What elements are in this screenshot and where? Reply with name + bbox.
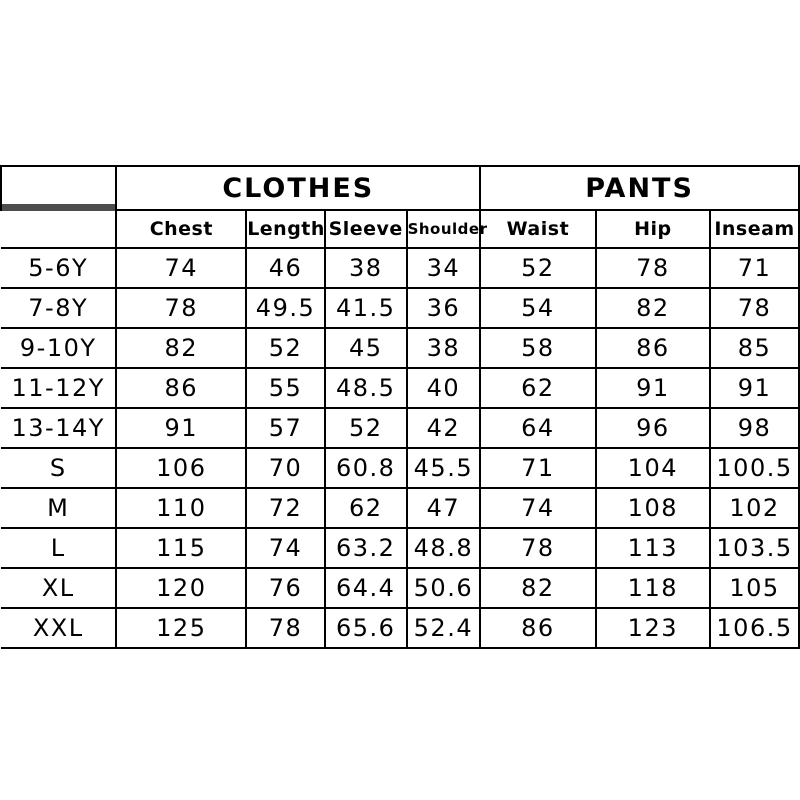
- cell-shoulder: 34: [407, 248, 481, 288]
- column-header-shoulder: Shoulder: [407, 210, 481, 248]
- cell-chest: 106: [116, 448, 246, 488]
- cell-waist: 52: [480, 248, 595, 288]
- cell-length: 57: [246, 408, 325, 448]
- cell-inseam: 98: [710, 408, 799, 448]
- column-header-waist: Waist: [480, 210, 595, 248]
- column-header-sleeve: Sleeve: [325, 210, 407, 248]
- cell-sleeve: 60.8: [325, 448, 407, 488]
- cell-inseam: 91: [710, 368, 799, 408]
- cell-length: 52: [246, 328, 325, 368]
- cell-inseam: 85: [710, 328, 799, 368]
- cell-waist: 54: [480, 288, 595, 328]
- cell-sleeve: 38: [325, 248, 407, 288]
- cell-length: 78: [246, 608, 325, 648]
- column-header-chest: Chest: [116, 210, 246, 248]
- cell-waist: 74: [480, 488, 595, 528]
- cell-sleeve: 52: [325, 408, 407, 448]
- cell-hip: 91: [596, 368, 710, 408]
- cell-hip: 118: [596, 568, 710, 608]
- table-row: [1, 408, 799, 448]
- cell-waist: 86: [480, 608, 595, 648]
- cell-sleeve: 45: [325, 328, 407, 368]
- row-size-label: XL: [1, 568, 116, 608]
- cell-sleeve: 62: [325, 488, 407, 528]
- cell-waist: 62: [480, 368, 595, 408]
- cell-shoulder: 48.8: [407, 528, 481, 568]
- column-header-inseam: Inseam: [710, 210, 799, 248]
- cell-length: 49.5: [246, 288, 325, 328]
- row-size-label: L: [1, 528, 116, 568]
- cell-chest: 120: [116, 568, 246, 608]
- cell-waist: 71: [480, 448, 595, 488]
- cell-shoulder: 36: [407, 288, 481, 328]
- cell-length: 74: [246, 528, 325, 568]
- cell-shoulder: 47: [407, 488, 481, 528]
- corner-cell: [1, 166, 116, 210]
- row-size-label: XXL: [1, 608, 116, 648]
- cell-chest: 110: [116, 488, 246, 528]
- cell-chest: 115: [116, 528, 246, 568]
- group-header-clothes: CLOTHES: [116, 166, 480, 210]
- cell-length: 72: [246, 488, 325, 528]
- table-row: [1, 448, 799, 488]
- cell-waist: 64: [480, 408, 595, 448]
- cell-shoulder: 45.5: [407, 448, 481, 488]
- cell-inseam: 102: [710, 488, 799, 528]
- row-size-label: 7-8Y: [1, 288, 116, 328]
- size-chart-container: [0, 165, 800, 649]
- cell-chest: 78: [116, 288, 246, 328]
- cell-sleeve: 64.4: [325, 568, 407, 608]
- table-row: [1, 368, 799, 408]
- cell-inseam: 105: [710, 568, 799, 608]
- cell-shoulder: 40: [407, 368, 481, 408]
- cell-waist: 78: [480, 528, 595, 568]
- cell-hip: 86: [596, 328, 710, 368]
- cell-sleeve: 41.5: [325, 288, 407, 328]
- table-row: [1, 568, 799, 608]
- cell-chest: 82: [116, 328, 246, 368]
- cell-chest: 125: [116, 608, 246, 648]
- cell-inseam: 100.5: [710, 448, 799, 488]
- column-header-length: Length: [246, 210, 325, 248]
- table-row: [1, 608, 799, 648]
- row-size-label: 11-12Y: [1, 368, 116, 408]
- table-row: [1, 328, 799, 368]
- row-size-label: 9-10Y: [1, 328, 116, 368]
- cell-shoulder: 38: [407, 328, 481, 368]
- column-header-row: [1, 210, 799, 248]
- row-size-label: S: [1, 448, 116, 488]
- cell-length: 46: [246, 248, 325, 288]
- cell-hip: 96: [596, 408, 710, 448]
- column-header-size: [1, 210, 116, 248]
- cell-length: 76: [246, 568, 325, 608]
- cell-chest: 74: [116, 248, 246, 288]
- table-row: [1, 288, 799, 328]
- cell-inseam: 71: [710, 248, 799, 288]
- cell-inseam: 78: [710, 288, 799, 328]
- cell-chest: 86: [116, 368, 246, 408]
- cell-sleeve: 48.5: [325, 368, 407, 408]
- row-size-label: 5-6Y: [1, 248, 116, 288]
- cell-hip: 123: [596, 608, 710, 648]
- cell-hip: 78: [596, 248, 710, 288]
- cell-sleeve: 63.2: [325, 528, 407, 568]
- cell-shoulder: 42: [407, 408, 481, 448]
- cell-inseam: 106.5: [710, 608, 799, 648]
- cell-inseam: 103.5: [710, 528, 799, 568]
- table-row: [1, 528, 799, 568]
- cell-hip: 113: [596, 528, 710, 568]
- cell-hip: 104: [596, 448, 710, 488]
- row-size-label: M: [1, 488, 116, 528]
- cell-chest: 91: [116, 408, 246, 448]
- cell-shoulder: 52.4: [407, 608, 481, 648]
- column-header-hip: Hip: [596, 210, 710, 248]
- group-header-row: [1, 166, 799, 210]
- cell-length: 70: [246, 448, 325, 488]
- cell-hip: 108: [596, 488, 710, 528]
- table-row: [1, 248, 799, 288]
- cell-waist: 58: [480, 328, 595, 368]
- table-row: [1, 488, 799, 528]
- size-chart-body: [1, 166, 799, 648]
- size-chart-table: [0, 165, 800, 649]
- cell-sleeve: 65.6: [325, 608, 407, 648]
- cell-length: 55: [246, 368, 325, 408]
- cell-waist: 82: [480, 568, 595, 608]
- cell-shoulder: 50.6: [407, 568, 481, 608]
- group-header-pants: PANTS: [480, 166, 799, 210]
- row-size-label: 13-14Y: [1, 408, 116, 448]
- cell-hip: 82: [596, 288, 710, 328]
